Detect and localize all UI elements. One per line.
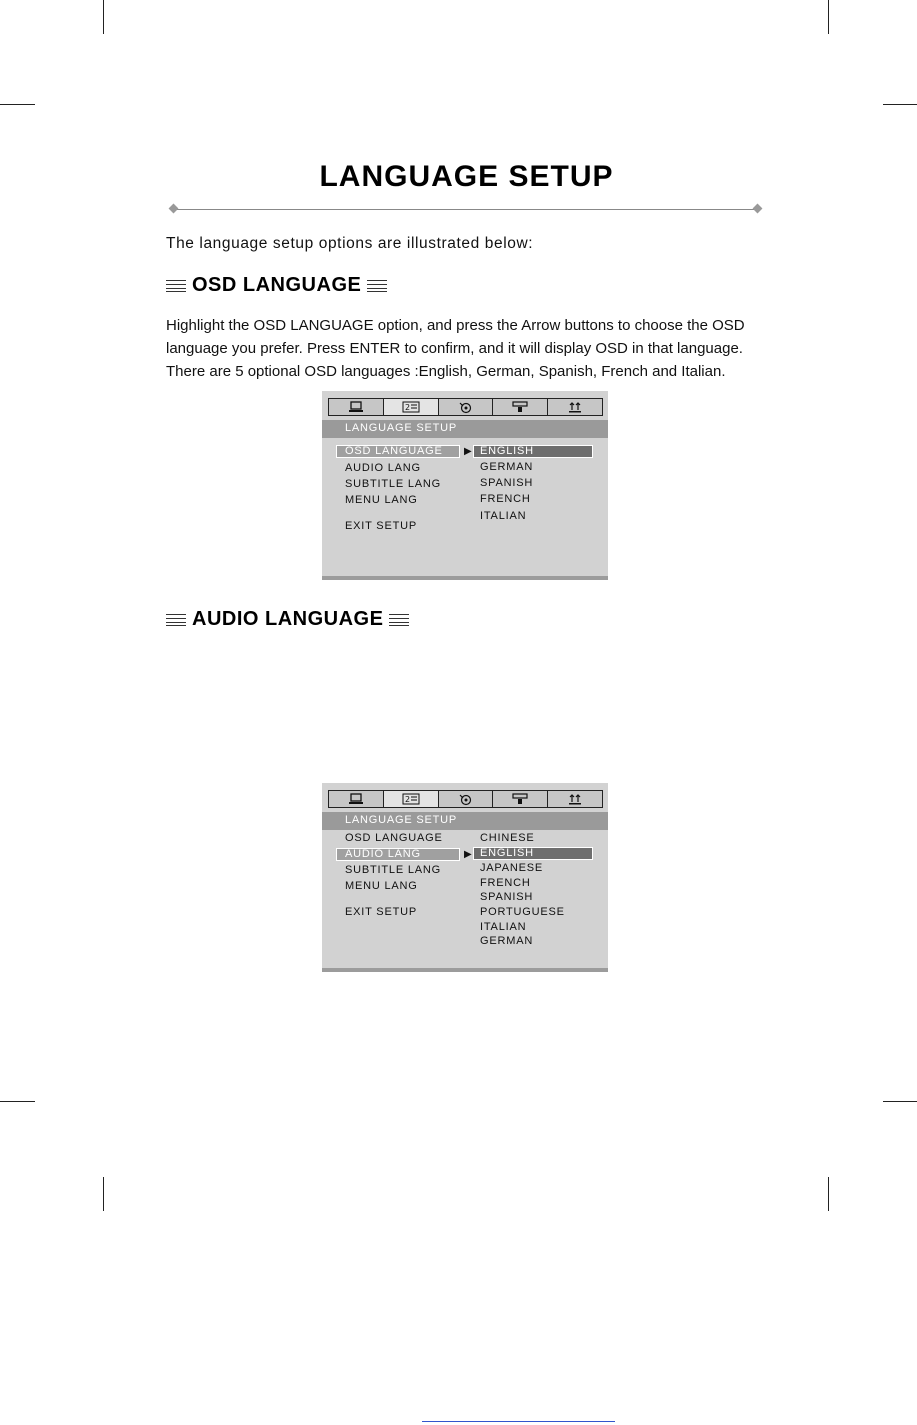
option-chinese[interactable]: CHINESE	[480, 832, 535, 844]
option-spanish[interactable]: SPANISH	[480, 891, 534, 903]
preference-icon	[568, 793, 582, 805]
tab-audio[interactable]	[438, 790, 494, 808]
intro-text: The language setup options are illustrated below:	[166, 235, 534, 252]
menu-osd-language[interactable]: OSD LANGUAGE	[336, 445, 460, 458]
osd-screen-audio-language	[322, 783, 608, 972]
crop-mark	[103, 0, 104, 34]
lines-icon	[367, 279, 387, 292]
svg-text:2: 2	[404, 403, 410, 412]
menu-menu-lang[interactable]: MENU LANG	[345, 880, 418, 892]
tab-video[interactable]	[492, 398, 548, 416]
screen-header	[322, 812, 608, 830]
screen-bottom-bar	[322, 968, 608, 972]
screen-header-label: LANGUAGE SETUP	[345, 422, 458, 434]
option-japanese[interactable]: JAPANESE	[480, 862, 544, 874]
monitor-icon	[348, 793, 364, 805]
tab-system[interactable]	[328, 790, 384, 808]
page-title: LANGUAGE SETUP	[319, 160, 614, 193]
option-portuguese[interactable]: PORTUGUESE	[480, 906, 565, 918]
menu-exit-setup[interactable]: EXIT SETUP	[345, 520, 417, 532]
option-spanish[interactable]: SPANISH	[480, 477, 534, 489]
footer-link-underline	[422, 1421, 615, 1422]
audio-icon	[458, 401, 472, 414]
setup-tab-bar	[328, 398, 602, 416]
osd-screen-osd-language	[322, 391, 608, 580]
option-french[interactable]: FRENCH	[480, 493, 531, 505]
crop-mark	[828, 0, 829, 34]
divider-diamond-right	[753, 204, 763, 214]
svg-text:2: 2	[404, 795, 410, 804]
lines-icon	[389, 613, 409, 626]
crop-mark	[0, 104, 35, 105]
language-icon	[402, 793, 420, 805]
menu-subtitle-lang[interactable]: SUBTITLE LANG	[345, 864, 441, 876]
screen-bottom-bar	[322, 576, 608, 580]
tab-preference[interactable]	[547, 398, 603, 416]
title-divider	[174, 209, 758, 210]
option-italian[interactable]: ITALIAN	[480, 510, 527, 522]
lines-icon	[166, 613, 186, 626]
video-icon	[512, 401, 528, 413]
menu-audio-lang[interactable]: AUDIO LANG	[345, 462, 421, 474]
audio-icon	[458, 793, 472, 806]
menu-menu-lang[interactable]: MENU LANG	[345, 494, 418, 506]
screen-header-label: LANGUAGE SETUP	[345, 814, 458, 826]
menu-exit-setup[interactable]: EXIT SETUP	[345, 906, 417, 918]
crop-mark	[828, 1177, 829, 1211]
lines-icon	[166, 279, 186, 292]
screen-header	[322, 420, 608, 438]
menu-subtitle-lang[interactable]: SUBTITLE LANG	[345, 478, 441, 490]
monitor-icon	[348, 401, 364, 413]
tab-preference[interactable]	[547, 790, 603, 808]
osd-description-line: There are 5 optional OSD languages :English, German, Spanish, French and Italian.	[166, 363, 726, 380]
crop-mark	[883, 104, 917, 105]
option-english[interactable]: ENGLISH	[473, 847, 593, 860]
section-heading-label: AUDIO LANGUAGE	[192, 608, 384, 630]
tab-audio[interactable]	[438, 398, 494, 416]
section-heading-audio	[166, 608, 409, 631]
video-icon	[512, 793, 528, 805]
language-icon	[402, 401, 420, 413]
section-heading-osd	[166, 274, 387, 297]
osd-description-line: Highlight the OSD LANGUAGE option, and press the Arrow buttons to choose the OSD	[166, 317, 745, 334]
option-italian[interactable]: ITALIAN	[480, 921, 527, 933]
section-heading-label: OSD LANGUAGE	[192, 274, 362, 296]
arrow-right-icon: ▶	[464, 849, 472, 860]
arrow-right-icon: ▶	[464, 446, 472, 457]
divider-diamond-left	[169, 204, 179, 214]
crop-mark	[0, 1101, 35, 1102]
option-german[interactable]: GERMAN	[480, 461, 534, 473]
tab-language[interactable]	[383, 790, 439, 808]
tab-video[interactable]	[492, 790, 548, 808]
osd-description-line: language you prefer. Press ENTER to confirm, and it will display OSD in that language.	[166, 340, 743, 357]
preference-icon	[568, 401, 582, 413]
crop-mark	[103, 1177, 104, 1211]
tab-system[interactable]	[328, 398, 384, 416]
menu-osd-language[interactable]: OSD LANGUAGE	[345, 832, 443, 844]
option-german[interactable]: GERMAN	[480, 935, 534, 947]
crop-mark	[883, 1101, 917, 1102]
tab-language[interactable]	[383, 398, 439, 416]
option-english[interactable]: ENGLISH	[473, 445, 593, 458]
menu-audio-lang[interactable]: AUDIO LANG	[336, 848, 460, 861]
setup-tab-bar	[328, 790, 602, 808]
option-french[interactable]: FRENCH	[480, 877, 531, 889]
osd-description	[166, 314, 778, 383]
